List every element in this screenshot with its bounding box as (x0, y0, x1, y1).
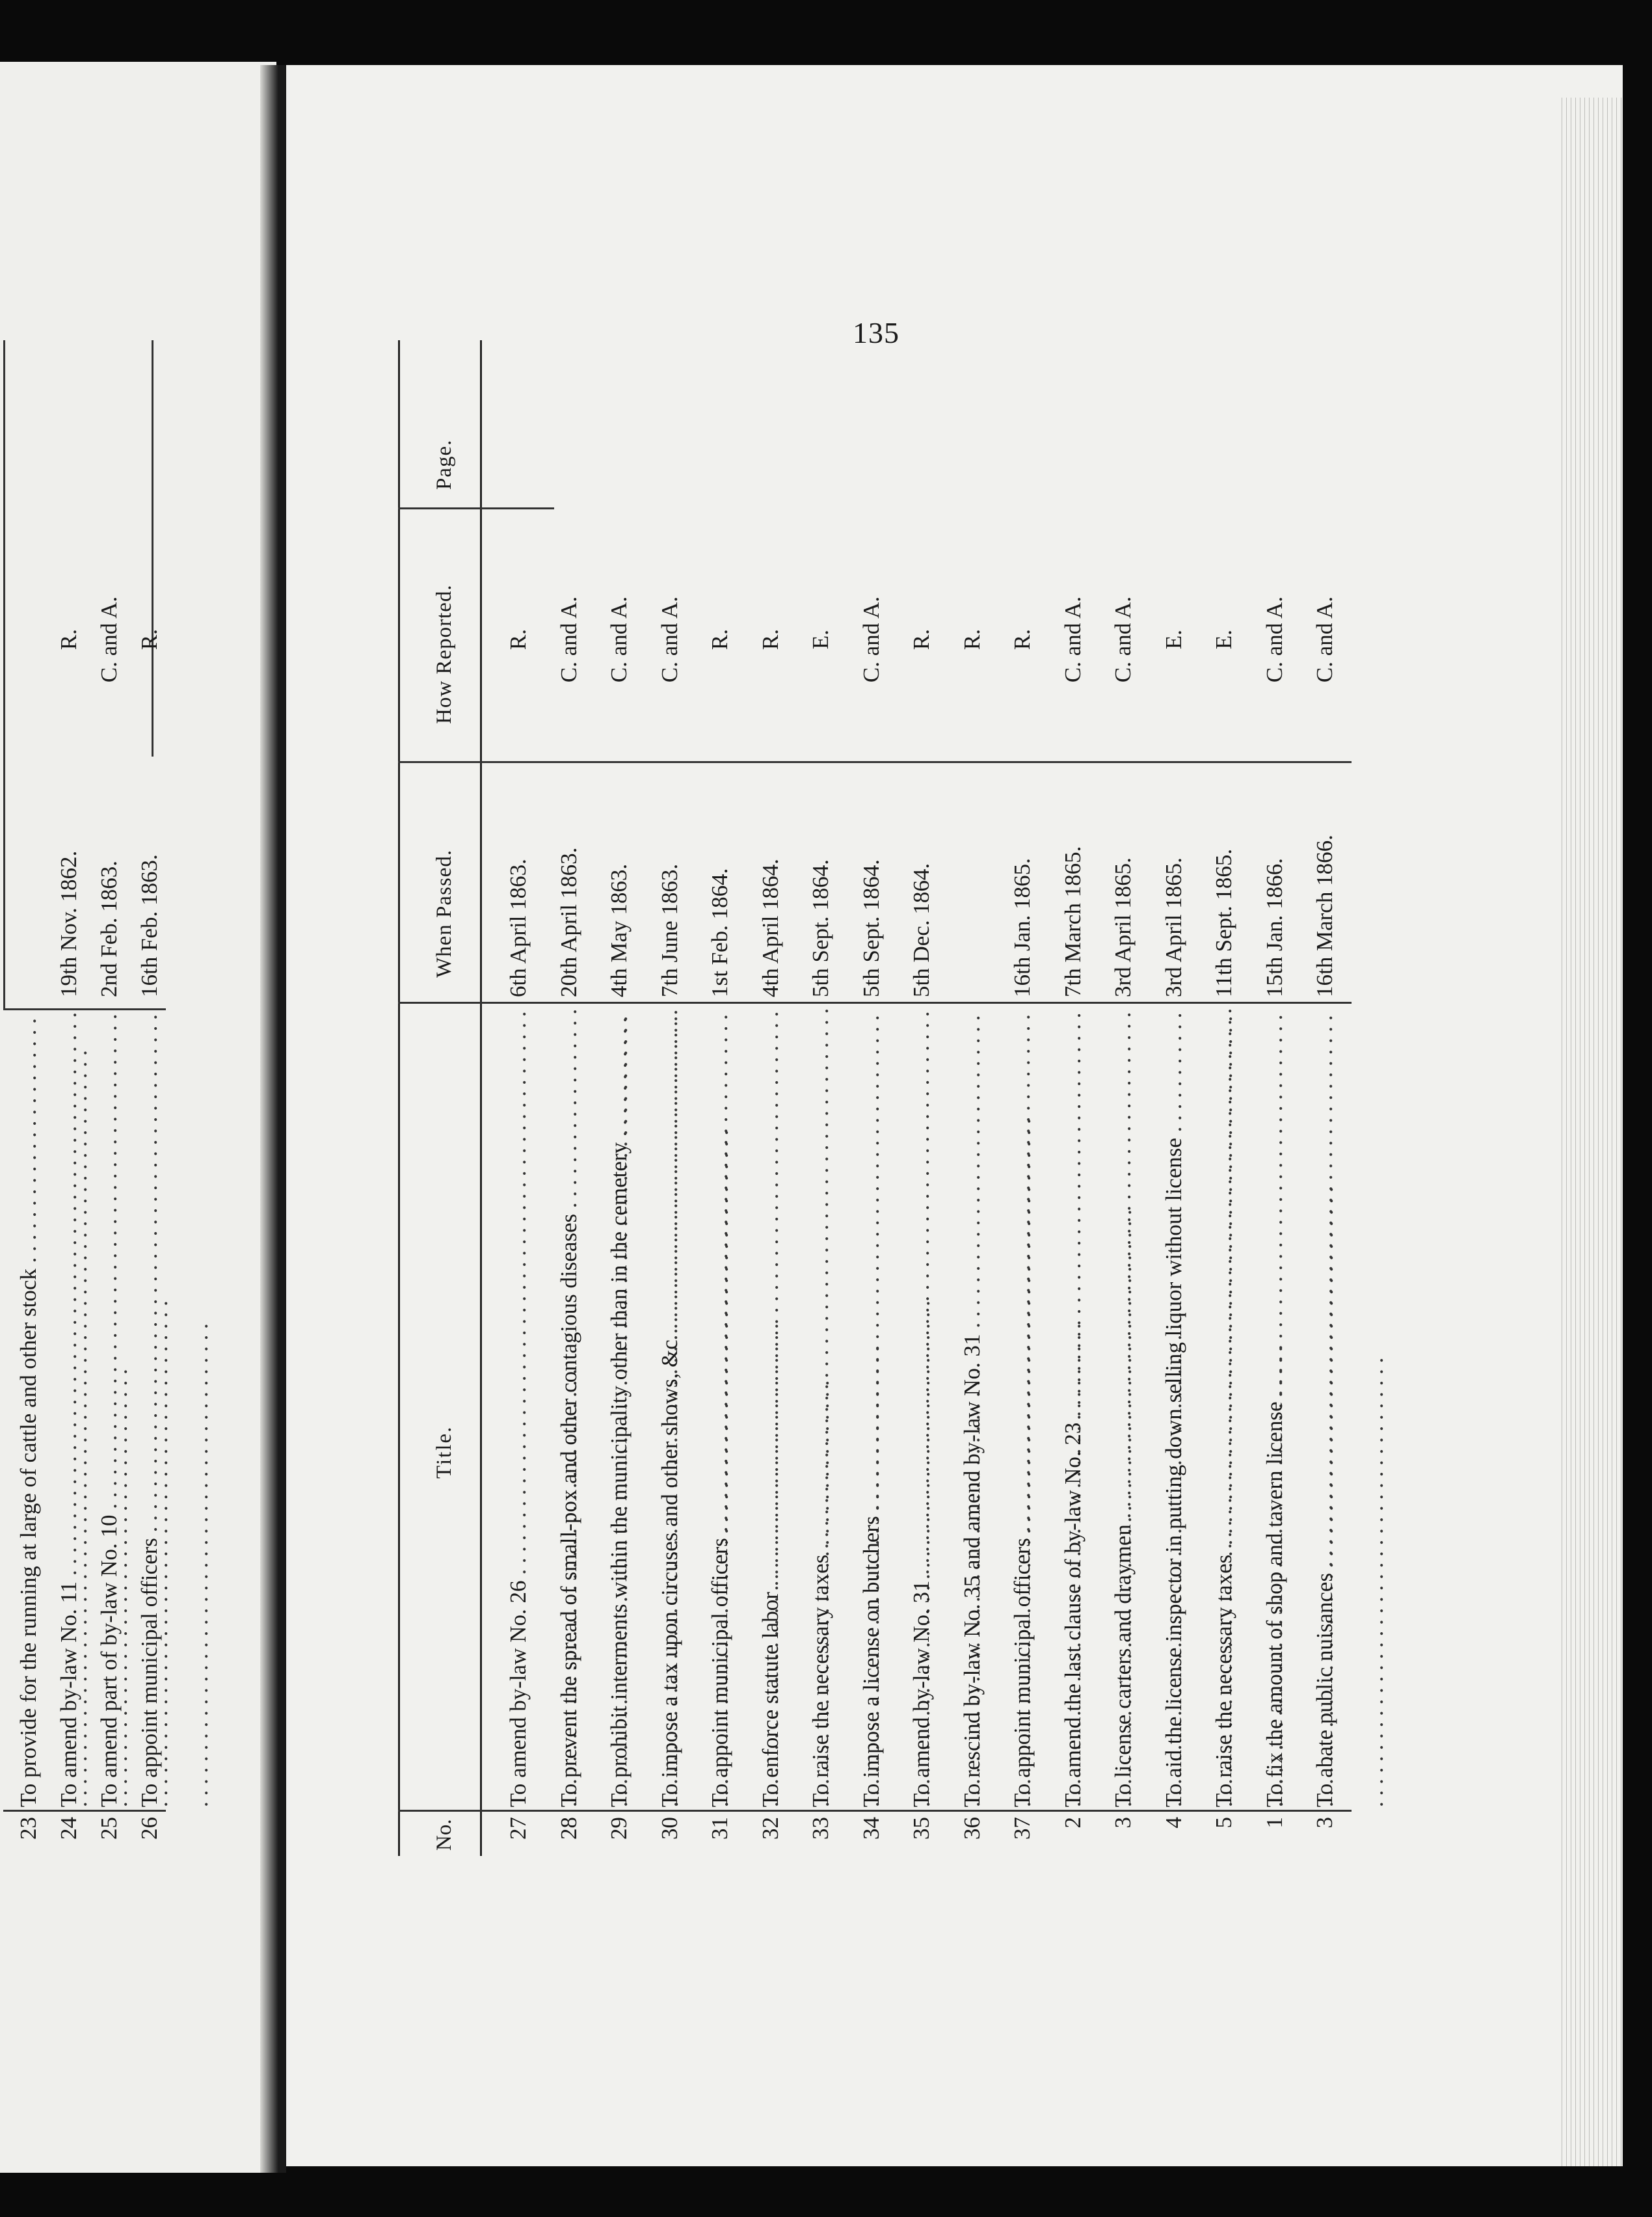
table-row (1048, 340, 1099, 1856)
row-when-passed: 5th Sept. 1864. (808, 859, 833, 997)
row-title: To aid the license inspector in putting down selling liquor without license . . . (1149, 1007, 1301, 1807)
left-page-table (3, 340, 166, 1856)
row-number: 23 (16, 1817, 41, 1840)
row-when-passed: 4th April 1864. (757, 859, 783, 997)
row-when-passed: 15th Jan. 1866. (1261, 858, 1287, 997)
row-title: To enforce statute labor . . . (745, 1007, 847, 1807)
row-how-reported: C. and A. (656, 596, 682, 683)
row-when-passed: 20th April 1863. (555, 847, 581, 997)
row-when-passed: 6th April 1863. (505, 859, 531, 997)
header-no: No. (433, 1819, 456, 1851)
row-how-reported: E. (1160, 629, 1186, 650)
row-number: 36 (959, 1817, 985, 1840)
row-title: To appoint municipal officers . . . (695, 1007, 796, 1807)
row-how-reported: C. and A. (555, 596, 581, 683)
row-title: To raise the necessary taxes . . . (795, 1007, 897, 1807)
table-row (896, 340, 947, 1856)
row-number: 35 (909, 1817, 934, 1840)
table-row (795, 340, 846, 1856)
row-number: 29 (606, 1817, 632, 1840)
row-how-reported: C. and A. (1312, 596, 1337, 683)
table-row (645, 340, 695, 1856)
row-title: To prohibit interments within the municipality other than in the cemetery . . . (594, 1007, 746, 1807)
table-row (695, 340, 745, 1856)
row-number: 27 (505, 1817, 531, 1840)
table-row (846, 340, 897, 1856)
row-number: 3 (1110, 1817, 1136, 1829)
row-title: To raise the necessary taxes . . . (1199, 1007, 1300, 1807)
row-how-reported: R. (757, 628, 783, 651)
row-title: To fix the amount of shop and tavern license . . . (1249, 1007, 1351, 1807)
row-number: 31 (707, 1817, 732, 1840)
row-when-passed: 16th Jan. 1865. (1009, 858, 1035, 997)
row-number: 37 (1009, 1817, 1035, 1840)
header-rule (480, 340, 482, 1856)
row-title: To impose a license on butchers . . . (846, 1007, 948, 1807)
row-how-reported: C. and A. (1110, 596, 1136, 683)
page-number: 135 (853, 316, 899, 349)
row-title: To amend by-law No. 26 . . . (493, 1007, 594, 1807)
row-number: 34 (858, 1817, 884, 1840)
row-title: To provide for the running at large of cattle and other stock . . . (3, 1007, 105, 1807)
row-title: To rescind by-law No. 35 and amend by-law No. 31 . . . (947, 1007, 1048, 1807)
table-top-rule (398, 340, 400, 1856)
row-how-reported: E. (1211, 629, 1236, 650)
row-how-reported: R. (1009, 628, 1035, 651)
row-how-reported: R. (959, 628, 985, 651)
row-title: To amend the last clause of by-law No. 23 . . . (1048, 1007, 1149, 1807)
row-title: To abate public nuisances . . . (1299, 1007, 1401, 1807)
row-how-reported: R. (707, 628, 732, 651)
row-when-passed: 7th March 1865. (1059, 846, 1086, 997)
row-number: 28 (555, 1817, 581, 1840)
row-title: To impose a tax upon circuses and other shows, &c . . . (645, 1007, 746, 1807)
row-how-reported: C. and A. (96, 596, 122, 683)
row-title: To amend part of by-law No. 10 . . . (84, 1007, 185, 1807)
row-title: To license carters and draymen . . . (1098, 1007, 1199, 1807)
table-row (997, 340, 1048, 1856)
row-how-reported: R. (137, 628, 162, 651)
row-when-passed: 5th Sept. 1864. (858, 859, 884, 997)
row-when-passed: 19th Nov. 1862. (56, 850, 81, 997)
row-number: 26 (137, 1817, 162, 1840)
table-row (124, 340, 172, 1856)
scan-border (0, 2173, 1652, 2217)
row-how-reported: R. (909, 628, 934, 651)
row-number: 3 (1312, 1817, 1337, 1829)
row-when-passed: 4th May 1863. (606, 863, 632, 997)
table-row (1098, 340, 1149, 1856)
row-how-reported: E. (808, 629, 833, 650)
row-number: 30 (656, 1817, 682, 1840)
row-number: 2 (1059, 1817, 1086, 1829)
row-number: 5 (1211, 1817, 1236, 1829)
table-row (493, 340, 544, 1856)
row-title: To appoint municipal officers . . . (997, 1007, 1099, 1807)
row-how-reported: C. and A. (1059, 596, 1086, 683)
header-title: Title. (433, 1425, 456, 1479)
row-how-reported: C. and A. (606, 596, 632, 683)
table-row (544, 340, 594, 1856)
row-title: To prevent the spread of small-pox and other contagious diseases . . . (544, 1007, 696, 1807)
row-title: To amend by-law No. 11 . . . (44, 1007, 145, 1807)
book-gutter (260, 65, 286, 2179)
row-how-reported: R. (505, 628, 531, 651)
row-title: To appoint municipal officers . . . (124, 1007, 226, 1807)
table-header (420, 340, 468, 1856)
row-how-reported: R. (56, 628, 81, 651)
row-when-passed: 11th Sept. 1865. (1211, 848, 1236, 997)
row-number: 1 (1261, 1817, 1287, 1829)
row-when-passed: 3rd April 1865. (1160, 857, 1186, 997)
row-when-passed: 5th Dec. 1864. (909, 863, 934, 997)
row-number: 25 (96, 1817, 122, 1840)
row-number: 24 (56, 1817, 81, 1840)
row-when-passed: 3rd April 1865. (1110, 857, 1136, 997)
page-edges (1558, 98, 1623, 2166)
row-when-passed: 2nd Feb. 1863. (96, 861, 122, 997)
bylaw-table (402, 340, 1352, 1856)
row-how-reported: C. and A. (1261, 596, 1287, 683)
header-how-reported: How Reported. (433, 584, 456, 724)
header-when-passed: When Passed. (433, 849, 456, 978)
table-row (1249, 340, 1300, 1856)
row-how-reported: C. and A. (858, 596, 884, 683)
row-when-passed: 16th Feb. 1863. (137, 854, 162, 997)
table-row (745, 340, 796, 1856)
table-row (1199, 340, 1249, 1856)
table-row (1149, 340, 1199, 1856)
table-row (947, 340, 998, 1856)
row-when-passed: 16th March 1866. (1312, 835, 1337, 997)
row-when-passed: 7th June 1863. (656, 863, 682, 997)
row-number: 4 (1160, 1817, 1186, 1829)
header-page: Page. (433, 439, 456, 490)
row-title: To amend by-law No. 31 . . . (896, 1007, 998, 1807)
row-number: 33 (808, 1817, 833, 1840)
table-row (594, 340, 645, 1856)
row-when-passed: 1st Feb. 1864. (707, 868, 732, 997)
table-row (1299, 340, 1350, 1856)
row-number: 32 (757, 1817, 783, 1840)
